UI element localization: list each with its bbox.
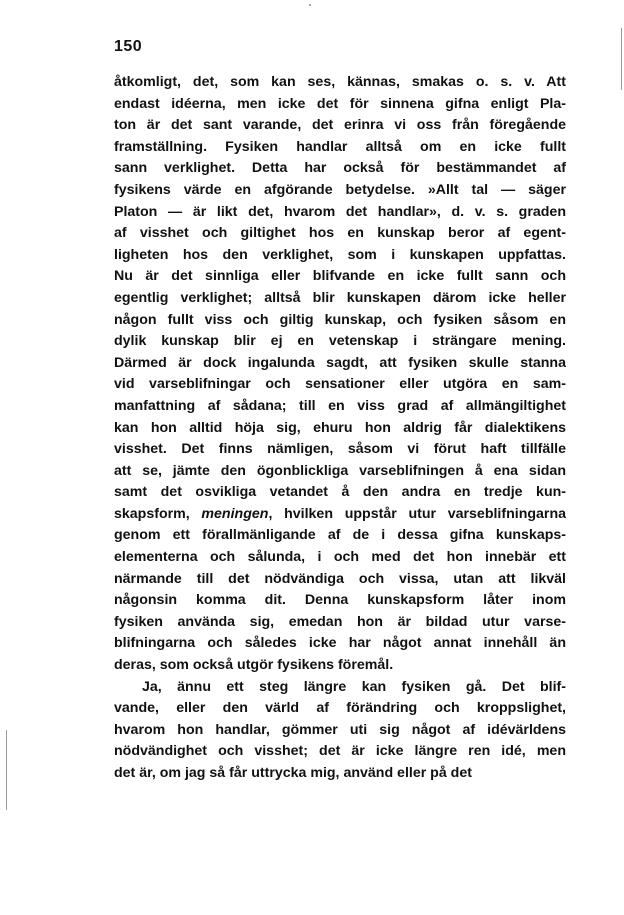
text-line: vande, eller den värld af förändring och kroppslighet,: [114, 700, 566, 717]
text-line: åtkomligt, det, som kan ses, kännas, smakas o. s. v. Att: [114, 74, 566, 90]
speck-mark: [309, 4, 311, 6]
text-line: af visshet och giltighet hos en kunskap beror af egent-: [114, 225, 566, 242]
body-text: [114, 72, 566, 785]
text-run: skapsform,: [114, 505, 202, 522]
text-line: hvarom hon handlar, gömmer uti sig något af idévärldens: [114, 721, 566, 738]
paragraph: [114, 72, 566, 677]
page-number: 150: [114, 38, 143, 55]
text-line: Ja, ännu ett steg längre kan fysiken gå. Det blif-: [142, 678, 566, 695]
text-line: deras, som också utgör fysikens föremål.: [114, 657, 394, 674]
text-line: närmande till det nödvändiga och vissa, utan att likväl: [114, 570, 566, 587]
text-line: sann verklighet. Detta har också för bestämmandet af: [114, 160, 566, 177]
text-line: dylik kunskap blir ej en vetenskap i strängare mening.: [114, 333, 566, 350]
text-line: framställning. Fysiken handlar alltså om en icke fullt: [114, 138, 566, 155]
emphasized-term: meningen: [201, 505, 269, 522]
text-line: vid varseblifningar och sensationer eller utgöra en sam-: [114, 376, 566, 393]
scan-edge-mark: [621, 28, 622, 90]
text-line: elementerna och sålunda, i och med det hon innebär ett: [114, 549, 566, 566]
scan-edge-mark: [6, 730, 7, 810]
text-line: kan hon alltid höja sig, ehuru hon aldrig får dialektikens: [114, 419, 566, 436]
text-line: visshet. Det finns nämligen, såsom vi förut haft tillfälle: [114, 441, 566, 458]
text-line: någon fullt viss och giltig kunskap, och fysiken såsom en: [114, 311, 566, 328]
text-line: ton är det sant varande, det erinra vi oss från föregående: [114, 117, 566, 134]
text-line: ligheten hos den verklighet, som i kunskapen uppfattas.: [114, 246, 566, 263]
text-line: Därmed är dock ingalunda sagdt, att fysiken skulle stanna: [114, 354, 566, 371]
text-line: fysiken använda sig, emedan hon är bildad utur varse-: [114, 613, 566, 630]
paragraph: [114, 677, 566, 785]
text-line: Platon — är likt det, hvarom det handlar», d. v. s. graden: [114, 203, 566, 220]
text-line: fysikens värde en afgörande betydelse. »Allt tal — säger: [114, 181, 566, 198]
text-line: genom ett förallmänligande af de i dessa gifna kunskaps-: [114, 527, 566, 544]
text-line: det är, om jag så får uttrycka mig, använd eller på det: [114, 765, 472, 781]
text-line: att se, jämte den ögonblickliga varseblifningen å ena sidan: [114, 462, 566, 479]
text-line: [114, 504, 566, 526]
text-line: samt det osvikliga vetandet å den andra en tredje kun-: [114, 484, 566, 501]
text-line: blifningarna och således icke har något annat innehåll än: [114, 635, 566, 652]
text-line: Nu är det sinnliga eller blifvande en icke fullt sann och: [114, 268, 566, 285]
text-line: nödvändighet och visshet; det är icke längre ren idé, men: [114, 743, 566, 760]
text-line: manfattning af sådana; till en viss grad af allmängiltighet: [114, 397, 566, 414]
text-line: någonsin komma dit. Denna kunskapsform låter inom: [114, 592, 566, 609]
text-run: , hvilken uppstår utur varseblifningarna: [268, 505, 566, 522]
text-line: egentlig verklighet; alltså blir kunskapen därom icke heller: [114, 289, 566, 306]
text-line: endast idéerna, men icke det för sinnena gifna enligt Pla-: [114, 95, 566, 112]
